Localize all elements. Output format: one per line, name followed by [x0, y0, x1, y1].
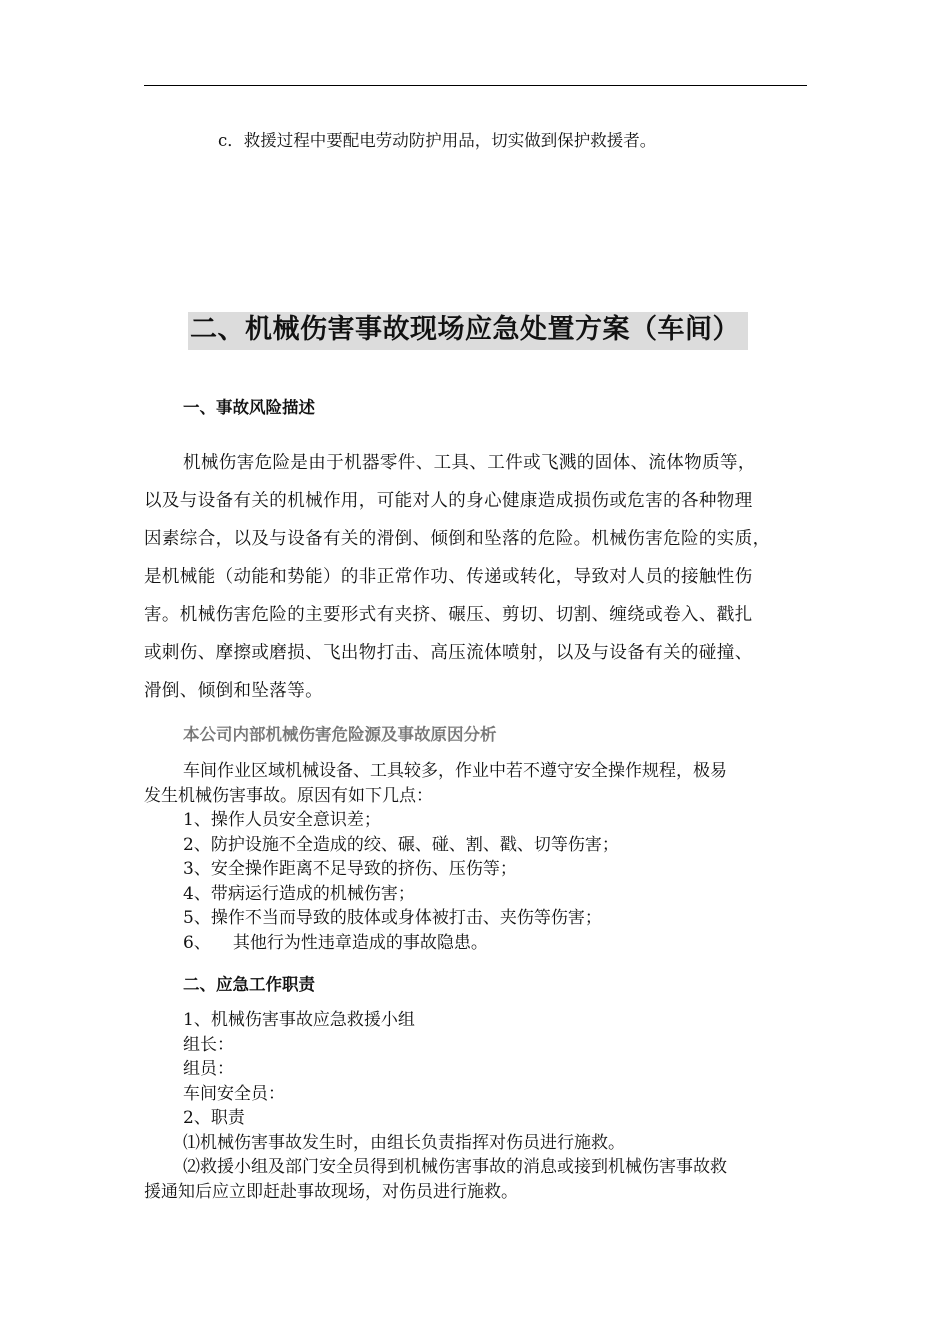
risk-description-paragraph [144, 444, 824, 710]
duty-item: ⑴机械伤害事故发生时，由组长负责指挥对伤员进行施救。 [183, 1132, 625, 1153]
intro-line: 车间作业区域机械设备、工具较多，作业中若不遵守安全操作规程，极易 [183, 761, 727, 781]
cause-item: 5、操作不当而导致的肢体或身体被打击、夹伤等伤害； [183, 908, 602, 928]
cause-item [144, 931, 727, 956]
duty-item-continuation: 援通知后应立即赶赴事故现场，对伤员进行施救。 [144, 1181, 518, 1202]
cause-item: 1、操作人员安全意识差； [183, 810, 381, 830]
carry-over-text: c．救援过程中要配电劳动防护用品，切实做到保护救援者。 [218, 131, 657, 150]
cause-item: 2、防护设施不全造成的绞、碾、碰、割、戳、切等伤害； [183, 834, 619, 855]
hazard-analysis-subheading: 本公司内部机械伤害危险源及事故原因分析 [183, 725, 497, 744]
safety-officer-label: 车间安全员： [183, 1083, 285, 1104]
cause-analysis-block [144, 759, 727, 955]
paragraph-line: 是机械能（动能和势能）的非正常作功、传递或转化，导致对人员的接触性伤 [144, 567, 753, 587]
cause-item: 3、安全操作距离不足导致的挤伤、压伤等； [183, 859, 517, 879]
group-title: 1、机械伤害事故应急救援小组 [183, 1010, 415, 1030]
leader-label: 组长： [183, 1034, 234, 1055]
duties-title: 2、职责 [183, 1108, 245, 1128]
duties-block [144, 1008, 727, 1204]
member-label: 组员： [183, 1059, 234, 1079]
paragraph-line: 或刺伤、摩擦或磨损、飞出物打击、高压流体喷射，以及与设备有关的碰撞、 [144, 643, 753, 663]
intro-line: 发生机械伤害事故。原因有如下几点： [144, 785, 433, 806]
duty-item: ⑵救援小组及部门安全员得到机械伤害事故的消息或接到机械伤害事故救 [183, 1157, 727, 1177]
paragraph-line: 害。机械伤害危险的主要形式有夹挤、碾压、剪切、切割、缠绕或卷入、戳扎 [144, 605, 753, 625]
main-title: 二、机械伤害事故现场应急处置方案（车间） [188, 312, 748, 350]
header-rule [144, 85, 807, 86]
cause-text: 其他行为性违章造成的事故隐患。 [232, 932, 488, 953]
cause-number: 6、 [183, 932, 211, 953]
paragraph-line: 机械伤害危险是由于机器零件、工具、工件或飞溅的固体、流体物质等， [183, 453, 756, 473]
cause-item: 4、带病运行造成的机械伤害； [183, 883, 415, 904]
paragraph-line: 因素综合，以及与设备有关的滑倒、倾倒和坠落的危险。机械伤害危险的实质， [144, 529, 771, 549]
section-heading-duties: 二、应急工作职责 [183, 975, 315, 994]
paragraph-line: 滑倒、倾倒和坠落等。 [144, 681, 323, 701]
section-heading-risk: 一、事故风险描述 [183, 398, 315, 417]
paragraph-line: 以及与设备有关的机械作用，可能对人的身心健康造成损伤或危害的各种物理 [144, 491, 753, 511]
